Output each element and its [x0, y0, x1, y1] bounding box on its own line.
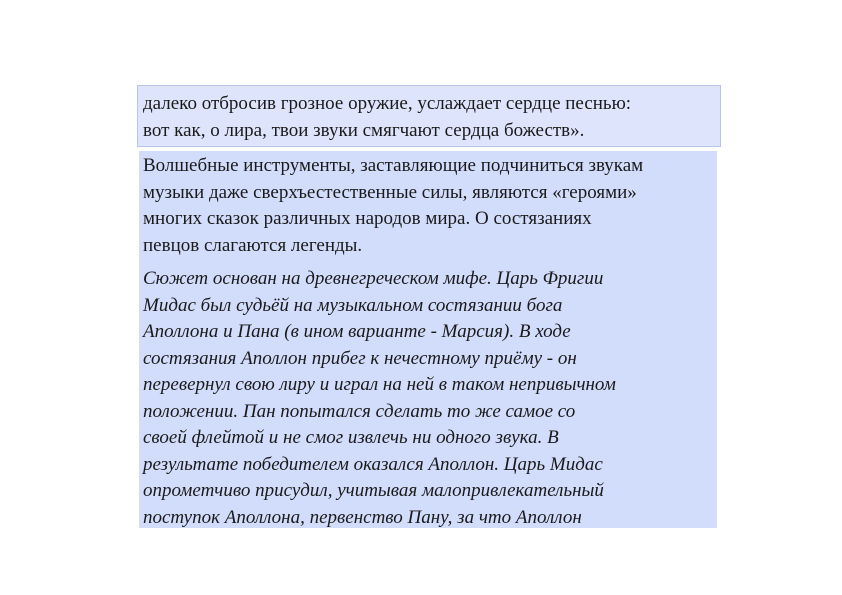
paragraph-line: опрометчиво присудил, учитывая малопривлекательный	[143, 480, 604, 501]
paragraph-line: результате победителем оказался Аполлон. Царь Мидас	[143, 453, 603, 475]
paragraph-line: Сюжет основан на древнегреческом мифе. Царь Фригии	[143, 268, 604, 289]
paragraph-line: певцов слагаются легенды.	[143, 234, 363, 256]
paragraph-line: многих сказок различных народов мира. О состязаниях	[143, 208, 592, 229]
quote-line: далеко отбросив грозное оружие, услаждает сердце песнью:	[143, 93, 632, 114]
intro-paragraph	[143, 153, 717, 259]
paragraph-line: состязания Аполлон прибег к нечестному приёму - он	[143, 347, 577, 369]
quote-line: вот как, о лира, твои звуки смягчают сердца божеств».	[143, 119, 585, 141]
main-text-block	[139, 151, 717, 528]
paragraph-line: Мидас был судьёй на музыкальном состязании бога	[143, 294, 563, 316]
myth-paragraph	[143, 266, 717, 531]
paragraph-line: Волшебные инструменты, заставляющие подчиниться звукам	[143, 155, 644, 176]
paragraph-line: музыки даже сверхъестественные силы, являются «героями»	[143, 181, 637, 203]
quote-text-block	[137, 85, 721, 147]
paragraph-line: перевернул свою лиру и играл на ней в таком непривычном	[143, 374, 616, 395]
paragraph-line: поступок Аполлона, первенство Пану, за что Аполлон	[143, 506, 582, 528]
paragraph-line: положении. Пан попытался сделать то же самое со	[143, 400, 576, 422]
paragraph-line: Аполлона и Пана (в ином варианте - Марсия). В ходе	[143, 321, 571, 342]
paragraph-line: своей флейтой и не смог извлечь ни одного звука. В	[143, 427, 559, 448]
